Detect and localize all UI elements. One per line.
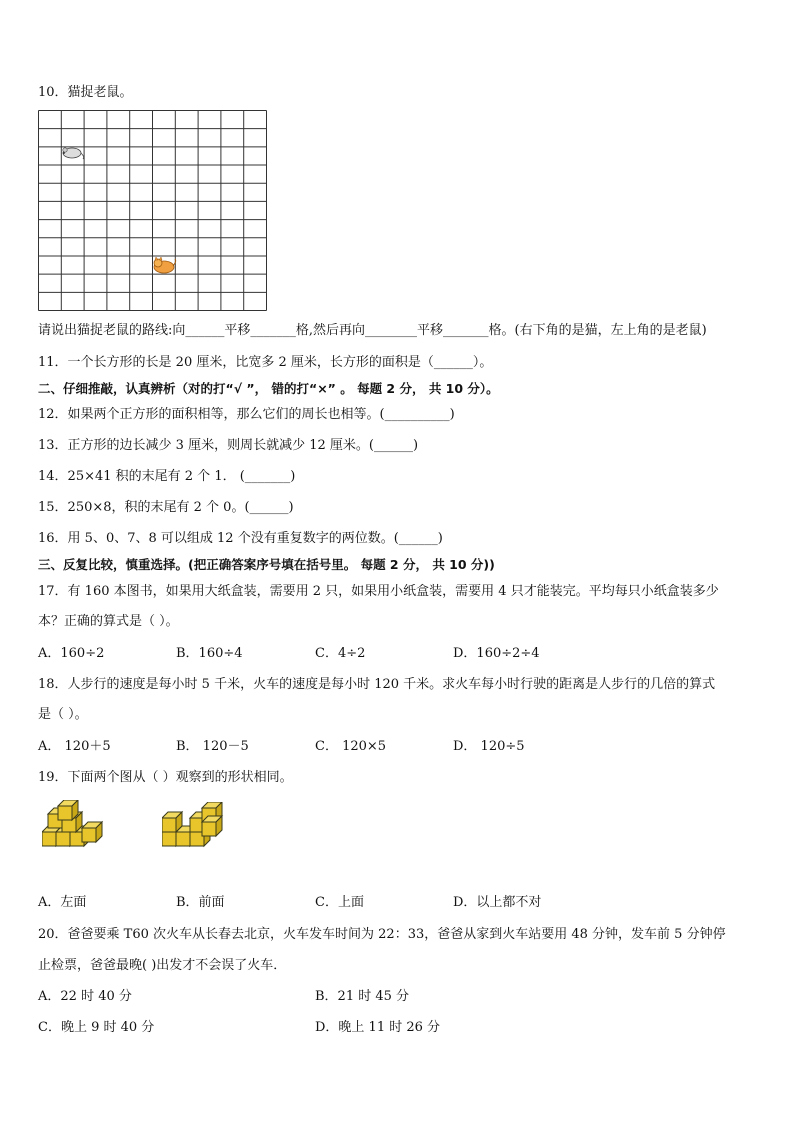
q20-option-d: D．晚上 11 时 26 分	[315, 1020, 441, 1035]
q20-option-b: B．21 时 45 分	[315, 989, 410, 1004]
q19-option-a: A．左面	[38, 895, 87, 910]
q13: 13．正方形的边长减少 3 厘米，则周长就减少 12 厘米。(______)	[38, 438, 419, 453]
q19-option-c: C．上面	[315, 895, 364, 910]
cube-figure-1	[42, 800, 104, 848]
q20-line2: 止检票，爸爸最晚( )出发才不会误了火车．	[38, 958, 287, 973]
q18-line2: 是（ ）。	[38, 707, 88, 722]
q17-option-c: C．4÷2	[315, 646, 366, 661]
q17-line2: 本？正确的算式是（ ）。	[38, 614, 179, 629]
q12: 12．如果两个正方形的面积相等，那么它们的周长也相等。(__________)	[38, 407, 455, 422]
q20-option-c: C．晚上 9 时 40 分	[38, 1020, 155, 1035]
q18-option-a: A． 120＋5	[38, 739, 111, 754]
cube-figure-2	[162, 802, 226, 848]
q18-option-c: C． 120×5	[315, 739, 387, 754]
q19-line1: 19．下面两个图从（ ）观察到的形状相同。	[38, 770, 293, 785]
q19-option-b: B．前面	[176, 895, 225, 910]
q17-option-a: A．160÷2	[38, 646, 105, 661]
q11: 11．一个长方形的长是 20 厘米，比宽多 2 厘米，长方形的面积是（______）。	[38, 355, 493, 370]
q17-line1: 17．有 160 本图书，如果用大纸盒装，需要用 2 只，如果用小纸盒装，需要用 4 只才能装完。平均每只小纸盒装多少	[38, 584, 719, 599]
q15: 15．250×8，积的末尾有 2 个 0。(______)	[38, 500, 294, 515]
q18-line1: 18．人步行的速度是每小时 5 千米，火车的速度是每小时 120 千米。求火车每小时行驶的距离是人步行的几倍的算式	[38, 677, 716, 692]
section3-heading: 三、反复比较，慎重选择。(把正确答案序号填在括号里。 每题 2 分， 共 10 分))	[38, 557, 495, 572]
cat-icon	[154, 257, 176, 273]
q10-title: 10．猫捉老鼠。	[38, 85, 133, 100]
cat-mouse-grid	[38, 110, 267, 311]
q20-option-a: A．22 时 40 分	[38, 989, 132, 1004]
section2-heading: 二、仔细推敲，认真辨析（对的打“√ ”， 错的打“×” 。 每题 2 分， 共 10 分）。	[38, 381, 499, 396]
q18-option-b: B． 120－5	[176, 739, 249, 754]
q16: 16．用 5、0、7、8 可以组成 12 个没有重复数字的两位数。(______)	[38, 531, 443, 546]
q14: 14．25×41 积的末尾有 2 个 1． (_______)	[38, 469, 296, 484]
q10-instruction: 请说出猫捉老鼠的路线:向______平移_______格,然后再向________平移_______格。(右下角的是猫，左上角的是老鼠)	[38, 323, 707, 338]
q19-option-d: D．以上都不对	[453, 895, 542, 910]
mouse-icon	[63, 148, 84, 159]
q20-line1: 20．爸爸要乘 T60 次火车从长春去北京，火车发车时间为 22：33，爸爸从家到火车站要用 48 分钟，发车前 5 分钟停	[38, 927, 726, 942]
q17-option-d: D．160÷2÷4	[453, 646, 540, 661]
q17-option-b: B．160÷4	[176, 646, 243, 661]
q18-option-d: D． 120÷5	[453, 739, 525, 754]
